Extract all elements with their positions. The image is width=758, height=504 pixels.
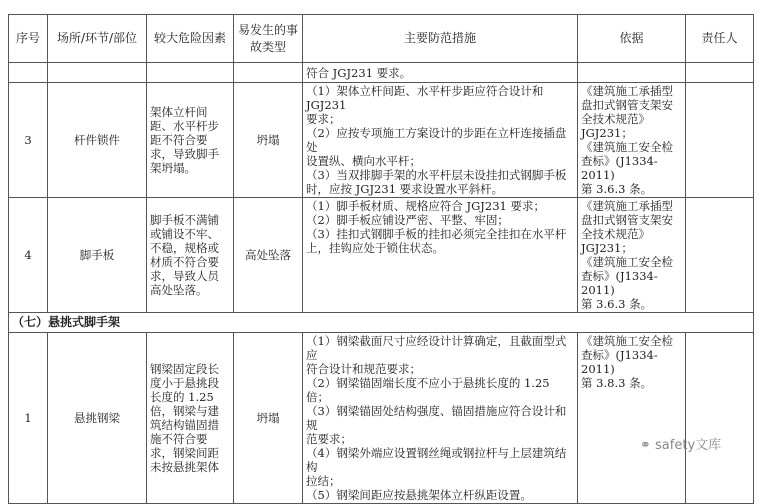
continuation-row [9, 63, 754, 83]
row-location: 脚手板 [48, 198, 147, 313]
row-basis: 《建筑施工承插型 盘扣式钢管支架安 全技术规范》 JGJ231； 《建筑施工安全检 查标》(J1334-2011) 第 3.6.3 条。 [578, 198, 686, 313]
chat-bubble-icon: ⚭ [640, 438, 656, 453]
row-basis: 《建筑施工安全检 查标》(J1334-2011) 第 3.8.3 条。 [578, 333, 686, 504]
header-responsible: 责任人 [686, 15, 754, 63]
row-responsible [686, 198, 754, 313]
row-hazard: 脚手板不满铺 或铺设不牢、 不稳，规格或 材质不符合要 求，导致人员 高处坠落。 [147, 198, 234, 313]
section-row [9, 313, 754, 333]
row-no: 4 [9, 198, 48, 313]
table-row [9, 83, 754, 198]
row-hazard: 架体立杆间 距、水平杆步 距不符合要 求，导致脚手 架坍塌。 [147, 83, 234, 198]
hazard-table [8, 14, 754, 504]
row-measures: （1）钢梁截面尺寸应经设计计算确定，且截面型式应 符合设计和规范要求； （2）钢梁锚固端长度不应小于悬挑长度的 1.25 倍； （3）钢梁锚固处结构强度、锚固措施应符合设计和规 范要求； （4）钢梁外端应设置钢丝绳或钢拉杆与上层建筑结构 拉结； （5）钢梁间距应按悬挑架体立杆纵距设置。 [303, 333, 578, 504]
table-row [9, 198, 754, 313]
row-hazard: 钢梁固定段长 度小于悬挑段 长度的 1.25 倍，钢梁与建 筑结构锚固措 施不符合要 求，钢梁间距 未按悬挑架体 [147, 333, 234, 504]
section-title: （七）悬挑式脚手架 [9, 313, 754, 333]
measures-cell: 符合 JGJ231 要求。 [303, 63, 578, 83]
header-hazard: 较大危险因素 [147, 15, 234, 63]
row-measures: （1）架体立杆间距、水平杆步距应符合设计和 JGJ231 要求； （2）应按专项施工方案设计的步距在立杆连接插盘处 设置纵、横向水平杆； （3）当双排脚手架的水平杆层未设挂扣式钢脚手板 时，应按 JGJ231 要求设置水平斜杆。 [303, 83, 578, 198]
row-accident-type: 高处坠落 [234, 198, 303, 313]
header-measures: 主要防范措施 [303, 15, 578, 63]
row-no: 3 [9, 83, 48, 198]
row-accident-type: 坍塌 [234, 83, 303, 198]
header-basis: 依据 [578, 15, 686, 63]
watermark: ⚭ safety文库 [640, 438, 722, 453]
row-no: 1 [9, 333, 48, 504]
row-location: 悬挑钢梁 [48, 333, 147, 504]
header-location: 场所/环节/部位 [48, 15, 147, 63]
row-responsible [686, 333, 754, 504]
row-responsible [686, 83, 754, 198]
header-accident-type: 易发生的事 故类型 [234, 15, 303, 63]
row-measures: （1）脚手板材质、规格应符合 JGJ231 要求； （2）脚手板应铺设严密、平整、牢固； （3）挂扣式钢脚手板的挂扣必须完全挂扣在水平杆 上，挂钩应处于锁住状态。 [303, 198, 578, 313]
row-location: 杆件锁件 [48, 83, 147, 198]
header-no: 序号 [9, 15, 48, 63]
table-row [9, 333, 754, 504]
header-row [9, 15, 754, 63]
row-basis: 《建筑施工承插型 盘扣式钢管支架安 全技术规范》 JGJ231； 《建筑施工安全检 查标》(J1334-2011) 第 3.6.3 条。 [578, 83, 686, 198]
row-accident-type: 坍塌 [234, 333, 303, 504]
